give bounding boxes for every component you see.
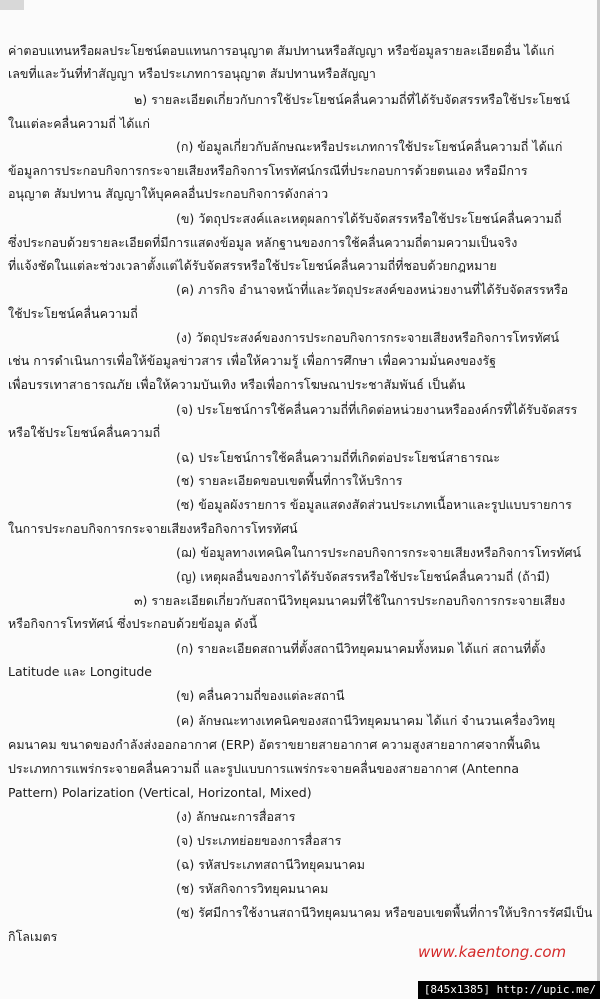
text-line-28: (ข) คลื่นความถี่ของแต่ละสถานี xyxy=(176,688,345,703)
text-line-35: (ฉ) รหัสประเภทสถานีวิทยุคมนาคม xyxy=(176,857,366,872)
text-line-18: (ฉ) ประโยชน์การใช้คลื่นความถี่ที่เกิดต่อประโยชน์สาธารณะ xyxy=(176,450,500,465)
text-line-38: กิโลเมตร xyxy=(8,929,58,944)
text-line-16: (จ) ประโยชน์การใช้คลื่นความถี่ที่เกิดต่อหน่วยงานหรือองค์กรที่ได้รับจัดสรร xyxy=(176,402,578,417)
text-line-1: ค่าตอบแทนหรือผลประโยชน์ตอบแทนการอนุญาต สัมปทานหรือสัญญา หรือข้อมูลรายละเอียดอื่น ได้แก่ xyxy=(8,43,555,58)
text-line-31: ประเภทการแพร่กระจายคลื่นความถี่ และรูปแบบการแพร่กระจายคลื่นของสายอากาศ (Antenna xyxy=(8,761,519,776)
text-line-24: ๓) รายละเอียดเกี่ยวกับสถานีวิทยุคมนาคมที่ใช้ในการประกอบกิจการกระจายเสียง xyxy=(134,593,566,608)
image-host-badge: [845x1385] http://upic.me/ xyxy=(418,981,600,999)
text-line-33: (ง) ลักษณะการสื่อสาร xyxy=(176,809,296,824)
scan-corner-mark xyxy=(0,0,24,10)
text-line-34: (จ) ประเภทย่อยของการสื่อสาร xyxy=(176,833,342,848)
text-line-21: ในการประกอบกิจการกระจายเสียงหรือกิจการโทรทัศน์ xyxy=(8,521,298,536)
text-line-10: ที่แจ้งชัดในแต่ละช่วงเวลาตั้งแต่ได้รับจัดสรรหรือใช้ประโยชน์คลื่นความถี่ที่ชอบด้วยกฎหมาย xyxy=(8,258,497,273)
text-line-23: (ญ) เหตุผลอื่นของการได้รับจัดสรรหรือใช้ประโยชน์คลื่นความถี่ (ถ้ามี) xyxy=(176,569,550,584)
text-line-36: (ช) รหัสกิจการวิทยุคมนาคม xyxy=(176,881,329,896)
text-line-9: ซึ่งประกอบด้วยรายละเอียดที่มีการแสดงข้อมูล หลักฐานของการใช้คลื่นความถี่ตามความเป็นจริง xyxy=(8,235,518,250)
text-line-22: (ฌ) ข้อมูลทางเทคนิคในการประกอบกิจการกระจายเสียงหรือกิจการโทรทัศน์ xyxy=(176,545,582,560)
text-line-13: (ง) วัตถุประสงค์ของการประกอบกิจการกระจายเสียงหรือกิจการโทรทัศน์ xyxy=(176,330,560,345)
text-line-11: (ค) ภารกิจ อำนาจหน้าที่และวัตถุประสงค์ของหน่วยงานที่ได้รับจัดสรรหรือ xyxy=(176,282,569,297)
text-line-6: ข้อมูลการประกอบกิจการกระจายเสียงหรือกิจการโทรทัศน์กรณีที่ประกอบการด้วยตนเอง หรือมีการ xyxy=(8,163,528,178)
text-line-7: อนุญาต สัมปทาน สัญญาให้บุคคลอื่นประกอบกิจการดังกล่าว xyxy=(8,186,329,201)
text-line-26: (ก) รายละเอียดสถานที่ตั้งสถานีวิทยุคมนาคมทั้งหมด ได้แก่ สถานที่ตั้ง xyxy=(176,641,546,656)
text-line-8: (ข) วัตถุประสงค์และเหตุผลการได้รับจัดสรรหรือใช้ประโยชน์คลื่นความถี่ xyxy=(176,211,562,226)
text-line-30: คมนาคม ขนาดของกำลังส่งออกอากาศ (ERP) อัตราขยายสายอากาศ ความสูงสายอากาศจากพื้นดิน xyxy=(8,737,540,752)
text-line-15: เพื่อบรรเทาสาธารณภัย เพื่อให้ความบันเทิง หรือเพื่อการโฆษณาประชาสัมพันธ์ เป็นต้น xyxy=(8,377,466,392)
text-line-3: ๒) รายละเอียดเกี่ยวกับการใช้ประโยชน์คลื่นความถี่ที่ได้รับจัดสรรหรือใช้ประโยชน์ xyxy=(134,92,570,107)
text-line-19: (ช) รายละเอียดขอบเขตพื้นที่การให้บริการ xyxy=(176,473,403,488)
text-line-29: (ค) ลักษณะทางเทคนิคของสถานีวิทยุคมนาคม ได้แก่ จำนวนเครื่องวิทยุ xyxy=(176,713,556,728)
text-line-27: Latitude และ Longitude xyxy=(8,664,152,679)
text-line-5: (ก) ข้อมูลเกี่ยวกับลักษณะหรือประเภทการใช้ประโยชน์คลื่นความถี่ ได้แก่ xyxy=(176,139,563,154)
text-line-17: หรือใช้ประโยชน์คลื่นความถี่ xyxy=(8,425,161,440)
text-line-25: หรือกิจการโทรทัศน์ ซึ่งประกอบด้วยข้อมูล ดังนี้ xyxy=(8,616,258,631)
text-line-4: ในแต่ละคลื่นความถี่ ได้แก่ xyxy=(8,116,150,131)
site-watermark: www.kaentong.com xyxy=(418,943,567,961)
text-line-12: ใช้ประโยชน์คลื่นความถี่ xyxy=(8,306,138,321)
text-line-37: (ซ) รัศมีการใช้งานสถานีวิทยุคมนาคม หรือขอบเขตพื้นที่การให้บริการรัศมีเป็น xyxy=(176,905,593,920)
text-line-14: เช่น การดำเนินการเพื่อให้ข้อมูลข่าวสาร เพื่อให้ความรู้ เพื่อการศึกษา เพื่อความมั่นคงของรัฐ xyxy=(8,353,497,368)
text-line-2: เลขที่และวันที่ทำสัญญา หรือประเภทการอนุญาต สัมปทานหรือสัญญา xyxy=(8,66,376,81)
text-line-20: (ซ) ข้อมูลผังรายการ ข้อมูลแสดงสัดส่วนประเภทเนื้อหาและรูปแบบรายการ xyxy=(176,497,572,512)
text-line-32: Pattern) Polarization (Vertical, Horizontal, Mixed) xyxy=(8,785,312,800)
